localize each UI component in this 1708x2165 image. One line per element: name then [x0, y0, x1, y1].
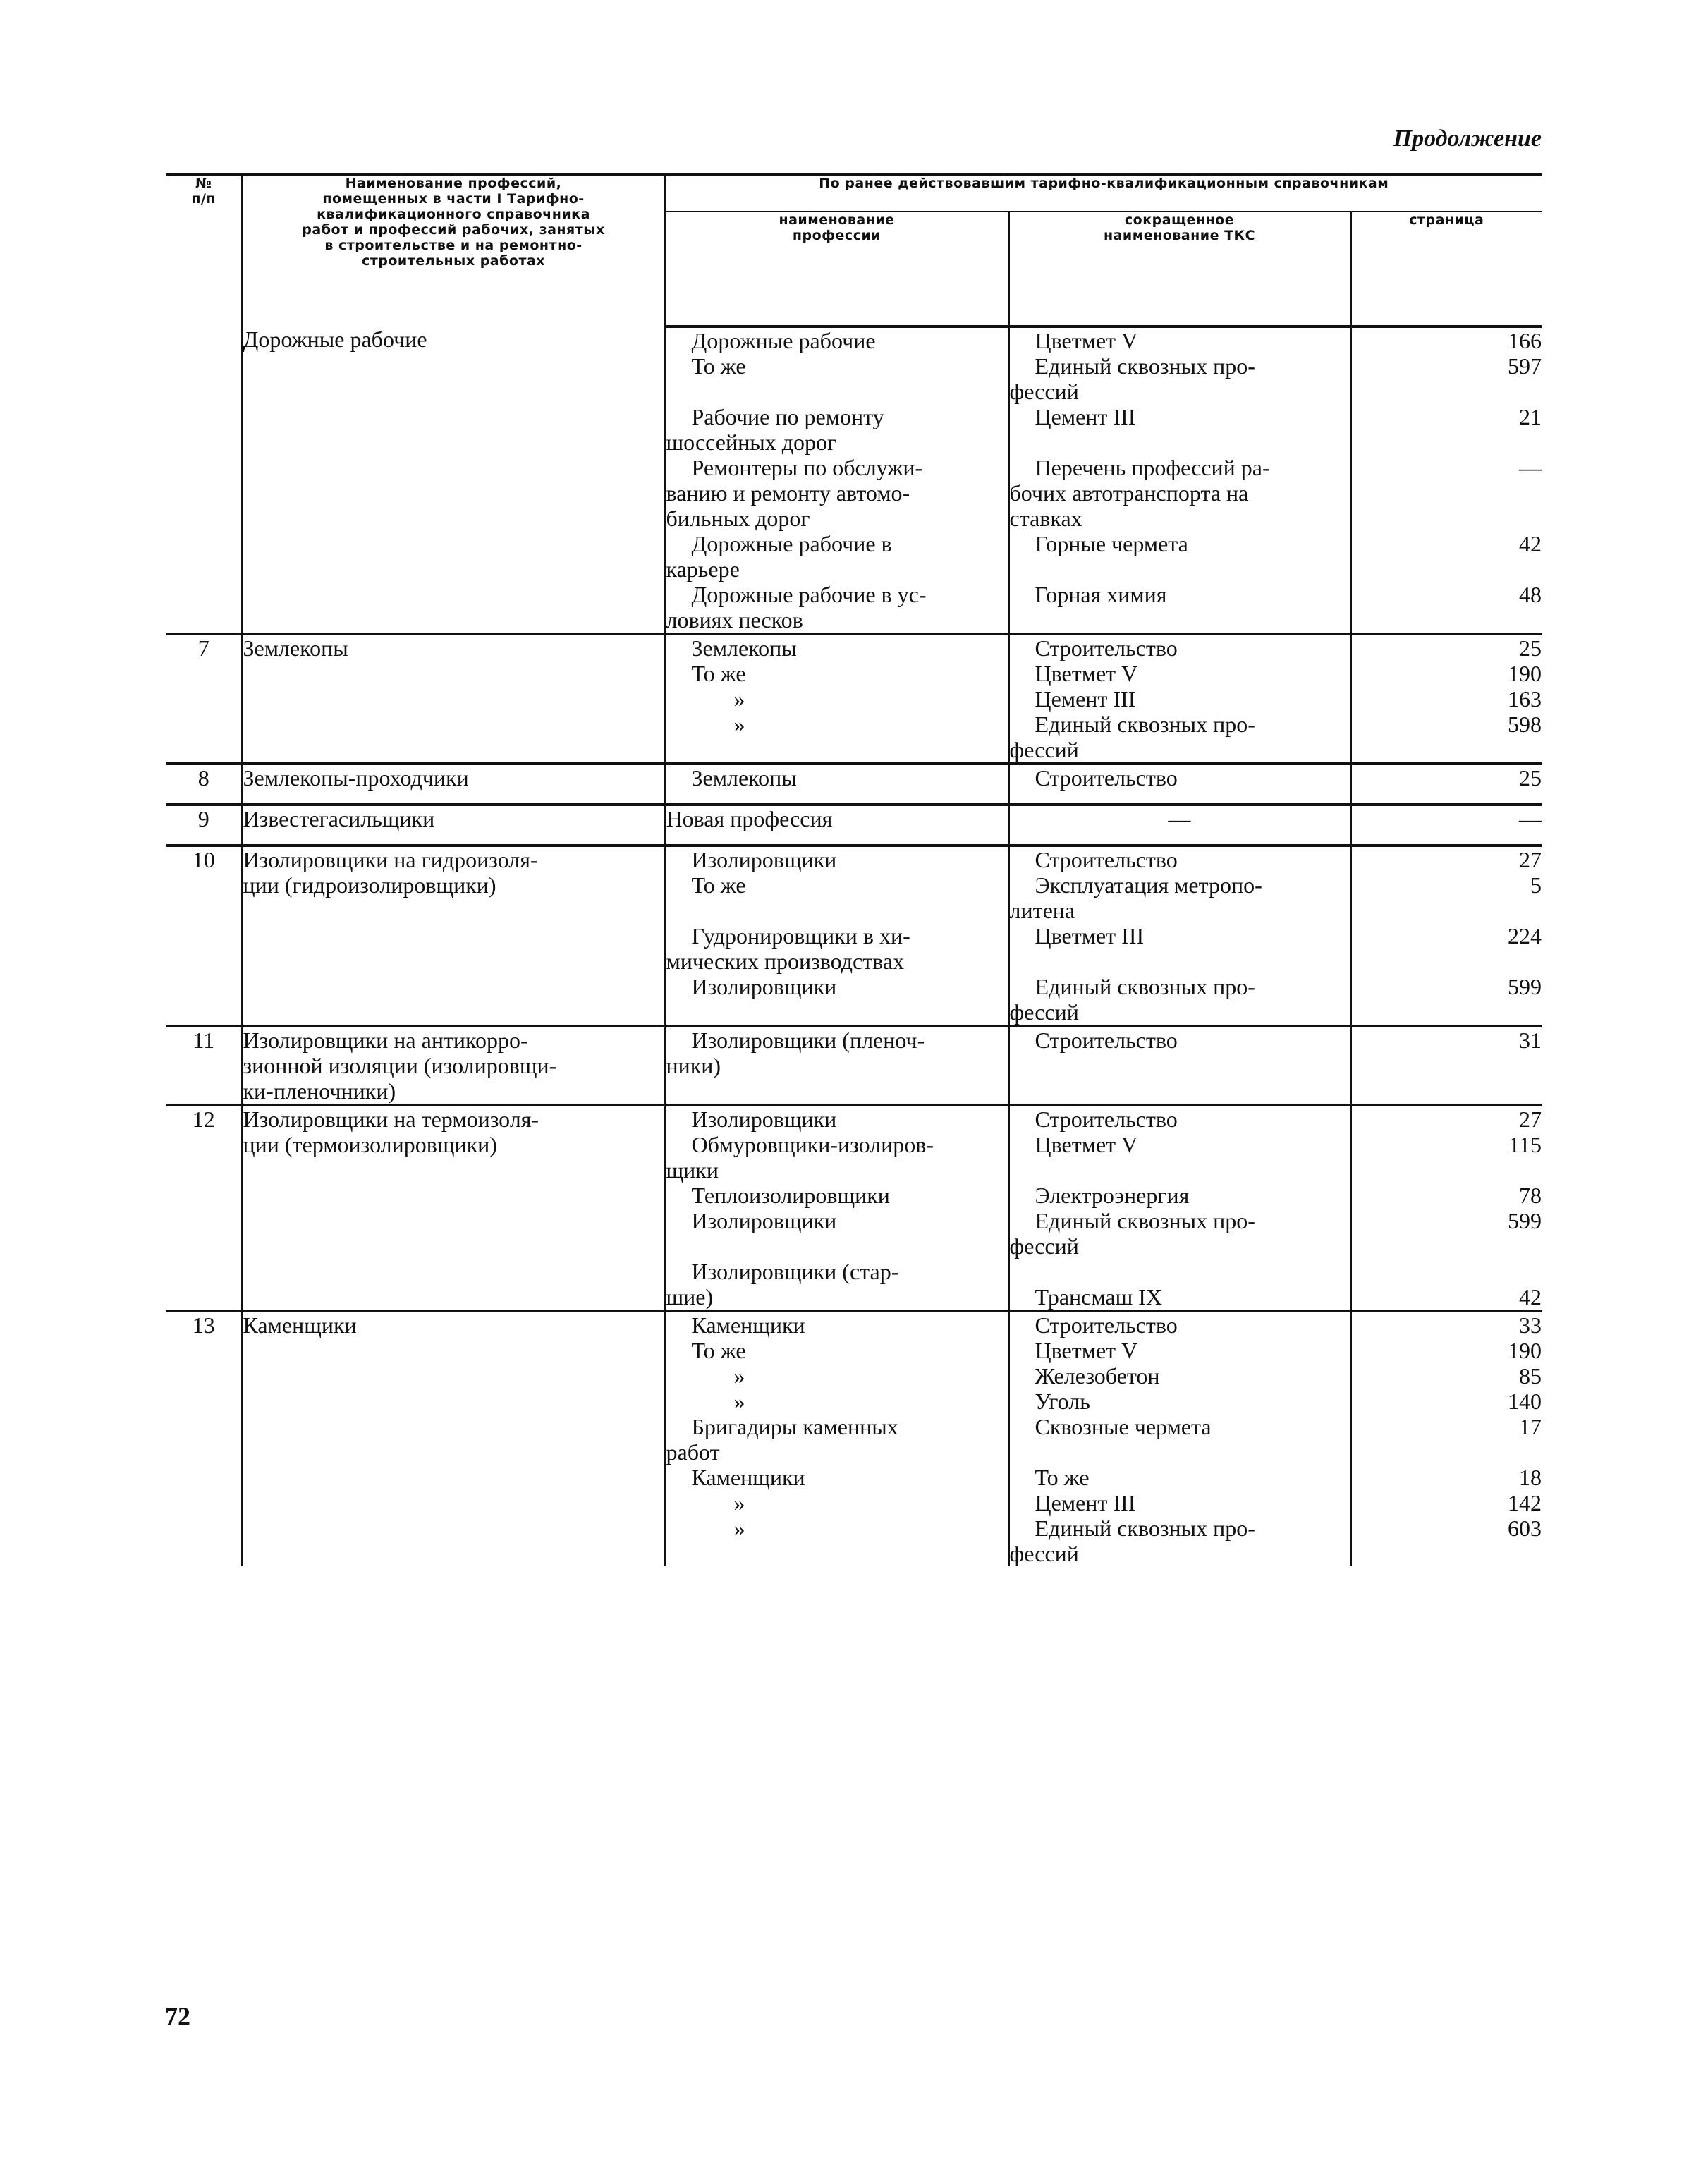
old-profession-name — [665, 634, 1008, 764]
page-ref-line: 599 — [1508, 1208, 1542, 1233]
tks-short-name-line: фессий — [1009, 1541, 1079, 1566]
header-page — [1350, 212, 1542, 327]
page-ref-line: 224 — [1508, 923, 1542, 949]
row-number — [166, 327, 242, 634]
row-number: 13 — [166, 1311, 242, 1566]
header-old-name-text: наименование профессии — [779, 212, 895, 243]
profession-name: Изолировщики на гидроизоля- ции (гидроизолировщики) — [242, 846, 665, 1026]
page-ref-line: 25 — [1519, 765, 1542, 791]
tariff-correspondence-table — [166, 173, 1542, 1566]
profession-name: Изолировщики на термоизоля- ции (термоизолировщики) — [242, 1105, 665, 1311]
old-profession-name-line: Дорожные рабочие — [691, 328, 876, 353]
page-ref — [1350, 846, 1542, 1026]
tks-short-name-line: Единый сквозных про- — [1035, 353, 1255, 379]
header-old-handbooks-text: По ранее действовавшим тарифно-квалификационным справочникам — [819, 176, 1389, 191]
header-old-name — [665, 212, 1008, 327]
tks-short-name — [1008, 1311, 1350, 1566]
header-old-handbooks — [665, 175, 1542, 212]
header-num-text: № п/п — [191, 176, 216, 207]
old-profession-name-line — [666, 737, 1008, 762]
tks-short-name-line: фессий — [1009, 379, 1079, 404]
old-profession-name-line: Землекопы — [691, 635, 797, 661]
tks-short-name — [1008, 764, 1350, 805]
page-ref-line — [1352, 1541, 1542, 1566]
page-ref-line — [1352, 556, 1542, 582]
header-tks-text: сокращенное наименование ТКС — [1103, 212, 1256, 243]
profession-name: Землекопы-проходчики — [242, 764, 665, 805]
profession-name: Изолировщики на антикорро- зионной изоляции (изолировщи- ки-пленочники) — [242, 1026, 665, 1105]
old-profession-name-line — [666, 898, 1008, 923]
page-ref-line: 85 — [1519, 1363, 1542, 1389]
tks-short-name-line: Единый сквозных про- — [1035, 1208, 1255, 1233]
page-ref — [1350, 1026, 1542, 1105]
table-row — [166, 764, 1542, 805]
table-row — [166, 327, 1542, 634]
tks-short-name-line: Цветмет V — [1035, 661, 1138, 686]
tks-short-name-line: Цемент III — [1035, 404, 1136, 429]
old-profession-name-line: » — [733, 1516, 745, 1541]
table-row — [166, 1311, 1542, 1566]
tks-short-name — [1008, 634, 1350, 764]
page-ref-line — [1352, 898, 1542, 923]
tks-short-name-line — [1010, 429, 1350, 455]
old-profession-name-line: Обмуровщики-изолиров- — [691, 1132, 934, 1157]
page-ref-line — [1352, 1157, 1542, 1183]
old-profession-name-line: То же — [691, 1338, 746, 1363]
old-profession-name-line: шоссейных дорог — [666, 429, 837, 455]
tks-short-name-line: Единый сквозных про- — [1035, 1516, 1255, 1541]
header-tks — [1008, 212, 1350, 327]
table-row — [166, 846, 1542, 1026]
old-profession-name-line: » — [733, 686, 745, 712]
old-profession-name-line: Изолировщики (пленоч- — [691, 1027, 925, 1053]
profession-name: Землекопы — [242, 634, 665, 764]
page-ref-line: 166 — [1508, 328, 1542, 353]
row-number: 9 — [166, 805, 242, 846]
tks-short-name-line: Строительство — [1035, 1106, 1178, 1132]
page-ref-line — [1352, 506, 1542, 531]
page-ref-line: 190 — [1508, 1338, 1542, 1363]
page-ref-line: 33 — [1519, 1312, 1542, 1338]
tks-short-name — [1008, 1105, 1350, 1311]
table-row — [166, 1026, 1542, 1105]
old-profession-name — [665, 1105, 1008, 1311]
header-page-text: страница — [1409, 212, 1484, 228]
old-profession-name — [665, 764, 1008, 805]
page-ref-line: — — [1519, 455, 1542, 480]
old-profession-name-line: Бригадиры каменных — [691, 1414, 898, 1439]
page-ref-line: 25 — [1519, 635, 1542, 661]
page-ref-line: 115 — [1508, 1132, 1542, 1157]
old-profession-name-line — [666, 379, 1008, 404]
continuation-label: Продолжение — [1393, 126, 1542, 152]
old-profession-name-line: бильных дорог — [666, 506, 810, 531]
old-profession-name-line: То же — [691, 872, 746, 898]
page-ref-line: 5 — [1530, 872, 1542, 898]
page-ref-line: 78 — [1519, 1183, 1542, 1208]
tks-short-name-line: Трансмаш IX — [1035, 1284, 1162, 1310]
old-profession-name-line: Дорожные рабочие в ус- — [691, 582, 927, 607]
tks-short-name-line: Уголь — [1035, 1389, 1090, 1414]
tks-short-name-line — [1010, 1259, 1350, 1284]
tks-short-name-line: Цемент III — [1035, 1490, 1136, 1516]
old-profession-name-line: Дорожные рабочие в — [691, 531, 892, 556]
old-profession-name-line: Землекопы — [691, 765, 797, 791]
row-number: 11 — [166, 1026, 242, 1105]
tks-short-name-line: То же — [1035, 1465, 1090, 1490]
profession-name: Каменщики — [242, 1311, 665, 1566]
profession-name: Известегасильщики — [242, 805, 665, 846]
table-row — [166, 1105, 1542, 1311]
page-ref-line: 598 — [1508, 712, 1542, 737]
tks-short-name-line — [1010, 1157, 1350, 1183]
profession-name: Дорожные рабочие — [242, 327, 665, 634]
old-profession-name — [665, 1026, 1008, 1105]
old-profession-name-line — [666, 1541, 1008, 1566]
old-profession-name-line: Изолировщики — [691, 1106, 837, 1132]
old-profession-name-line: Каменщики — [691, 1465, 805, 1490]
page-ref — [1350, 764, 1542, 805]
old-profession-name-line: Рабочие по ремонту — [691, 404, 884, 429]
page-ref — [1350, 1311, 1542, 1566]
page-ref-line: 27 — [1519, 847, 1542, 872]
old-profession-name-line: » — [733, 1490, 745, 1516]
tks-short-name-line — [1010, 1053, 1350, 1078]
tks-short-name-line: Цветмет V — [1035, 1132, 1138, 1157]
old-profession-name-line: » — [733, 1389, 745, 1414]
old-profession-name-line: ники) — [666, 1053, 721, 1078]
page-ref-line — [1352, 1053, 1542, 1078]
tks-short-name-line: Перечень профессий ра- — [1035, 455, 1270, 480]
tks-short-name — [1008, 1026, 1350, 1105]
old-profession-name-line: ванию и ремонту автомо- — [666, 480, 910, 506]
tks-short-name-line: Электроэнергия — [1035, 1183, 1190, 1208]
old-profession-name-line: Ремонтеры по обслужи- — [691, 455, 923, 480]
old-profession-name-line: карьере — [666, 556, 740, 582]
tks-short-name-line: бочих автотранспорта на — [1009, 480, 1249, 506]
page-ref — [1350, 805, 1542, 846]
tks-short-name-line: Сквозные чермета — [1035, 1414, 1212, 1439]
old-profession-name-line: Изолировщики — [691, 974, 837, 999]
tks-short-name-line — [1010, 949, 1350, 974]
page-ref-line: 599 — [1508, 974, 1542, 999]
page-ref-line: 17 — [1519, 1414, 1542, 1439]
old-profession-name-line: Изолировщики — [691, 1208, 837, 1233]
row-number: 8 — [166, 764, 242, 805]
page-ref-line: 21 — [1519, 404, 1542, 429]
old-profession-name-line: мических производствах — [666, 949, 905, 974]
old-profession-name-line: ловиях песков — [666, 607, 803, 633]
tks-short-name-line — [1010, 607, 1350, 633]
old-profession-name-line: Новая профессия — [666, 806, 833, 831]
page-ref-line: 31 — [1519, 1027, 1542, 1053]
old-profession-name-line: » — [733, 1363, 745, 1389]
tks-short-name-line: Горные чермета — [1035, 531, 1188, 556]
table-row — [166, 634, 1542, 764]
page-ref-line: 42 — [1519, 531, 1542, 556]
header-profession — [242, 175, 665, 327]
page-ref-line — [1352, 737, 1542, 762]
row-number: 12 — [166, 1105, 242, 1311]
tks-short-name-line: фессий — [1009, 737, 1079, 762]
old-profession-name-line: Изолировщики — [691, 847, 837, 872]
old-profession-name-line: Изолировщики (стар- — [691, 1259, 899, 1284]
row-number: 7 — [166, 634, 242, 764]
page-ref-line — [1352, 1439, 1542, 1465]
tks-short-name — [1008, 805, 1350, 846]
page-ref-line — [1352, 949, 1542, 974]
page-ref-line — [1352, 1259, 1542, 1284]
old-profession-name-line: То же — [691, 661, 746, 686]
page-ref-line: 190 — [1508, 661, 1542, 686]
table-body — [166, 327, 1542, 1566]
page-ref-line — [1352, 480, 1542, 506]
page-ref — [1350, 327, 1542, 634]
tks-short-name — [1008, 327, 1350, 634]
page-ref-line: 18 — [1519, 1465, 1542, 1490]
page-ref — [1350, 1105, 1542, 1311]
tks-short-name-line: — — [1168, 806, 1191, 831]
row-number: 10 — [166, 846, 242, 1026]
old-profession-name — [665, 1311, 1008, 1566]
tks-short-name-line: Цветмет V — [1035, 1338, 1138, 1363]
page-ref-line: 42 — [1519, 1284, 1542, 1310]
table-row — [166, 805, 1542, 846]
tks-short-name-line: ставках — [1009, 506, 1082, 531]
tks-short-name-line: Строительство — [1035, 635, 1178, 661]
tks-short-name-line: Цветмет V — [1035, 328, 1138, 353]
old-profession-name-line: » — [733, 712, 745, 737]
tks-short-name-line: фессий — [1009, 999, 1079, 1025]
page-ref-line — [1352, 379, 1542, 404]
page-ref-line — [1352, 1233, 1542, 1259]
page-ref-line: 140 — [1508, 1389, 1542, 1414]
old-profession-name-line: Гудронировщики в хи- — [691, 923, 910, 949]
tks-short-name-line — [1010, 1439, 1350, 1465]
tks-short-name-line: Строительство — [1035, 1312, 1178, 1338]
header-profession-text: Наименование профессий, помещенных в части I Тарифно- квалификационного справочника работ и профессий рабочих, занятых в строительстве и на ремонтно- строительных работах — [302, 176, 605, 269]
old-profession-name — [665, 805, 1008, 846]
page-ref-line — [1352, 607, 1542, 633]
page-ref-line: 603 — [1508, 1516, 1542, 1541]
tks-short-name-line: литена — [1009, 898, 1075, 923]
header-num — [166, 175, 242, 327]
tks-short-name-line: Строительство — [1035, 1027, 1178, 1053]
tks-short-name-line: Цемент III — [1035, 686, 1136, 712]
tks-short-name — [1008, 846, 1350, 1026]
page-ref-line — [1352, 999, 1542, 1025]
tks-short-name-line: Единый сквозных про- — [1035, 712, 1255, 737]
old-profession-name-line: щики — [666, 1157, 719, 1183]
page-ref — [1350, 634, 1542, 764]
page-ref-line: 163 — [1508, 686, 1542, 712]
old-profession-name-line — [666, 1233, 1008, 1259]
old-profession-name-line: Теплоизолировщики — [691, 1183, 890, 1208]
tks-short-name-line: Железобетон — [1035, 1363, 1160, 1389]
tks-short-name-line: Строительство — [1035, 765, 1178, 791]
tks-short-name-line — [1010, 556, 1350, 582]
page-ref-line: 48 — [1519, 582, 1542, 607]
old-profession-name — [665, 327, 1008, 634]
old-profession-name-line: Каменщики — [691, 1312, 805, 1338]
tks-short-name-line: Горная химия — [1035, 582, 1167, 607]
tks-short-name-line: Эксплуатация метропо- — [1035, 872, 1262, 898]
old-profession-name — [665, 846, 1008, 1026]
tks-short-name-line: фессий — [1009, 1233, 1079, 1259]
page-ref-line: — — [1519, 806, 1542, 831]
page-ref-line: 597 — [1508, 353, 1542, 379]
tks-short-name-line: Цветмет III — [1035, 923, 1145, 949]
old-profession-name-line: шие) — [666, 1284, 714, 1310]
page-ref-line — [1352, 429, 1542, 455]
old-profession-name-line — [666, 999, 1008, 1025]
tks-short-name-line: Строительство — [1035, 847, 1178, 872]
page-ref-line: 27 — [1519, 1106, 1542, 1132]
old-profession-name-line: работ — [666, 1439, 720, 1465]
page-ref-line: 142 — [1508, 1490, 1542, 1516]
page-number: 72 — [165, 2002, 190, 2030]
tks-short-name-line: Единый сквозных про- — [1035, 974, 1255, 999]
old-profession-name-line: То же — [691, 353, 746, 379]
